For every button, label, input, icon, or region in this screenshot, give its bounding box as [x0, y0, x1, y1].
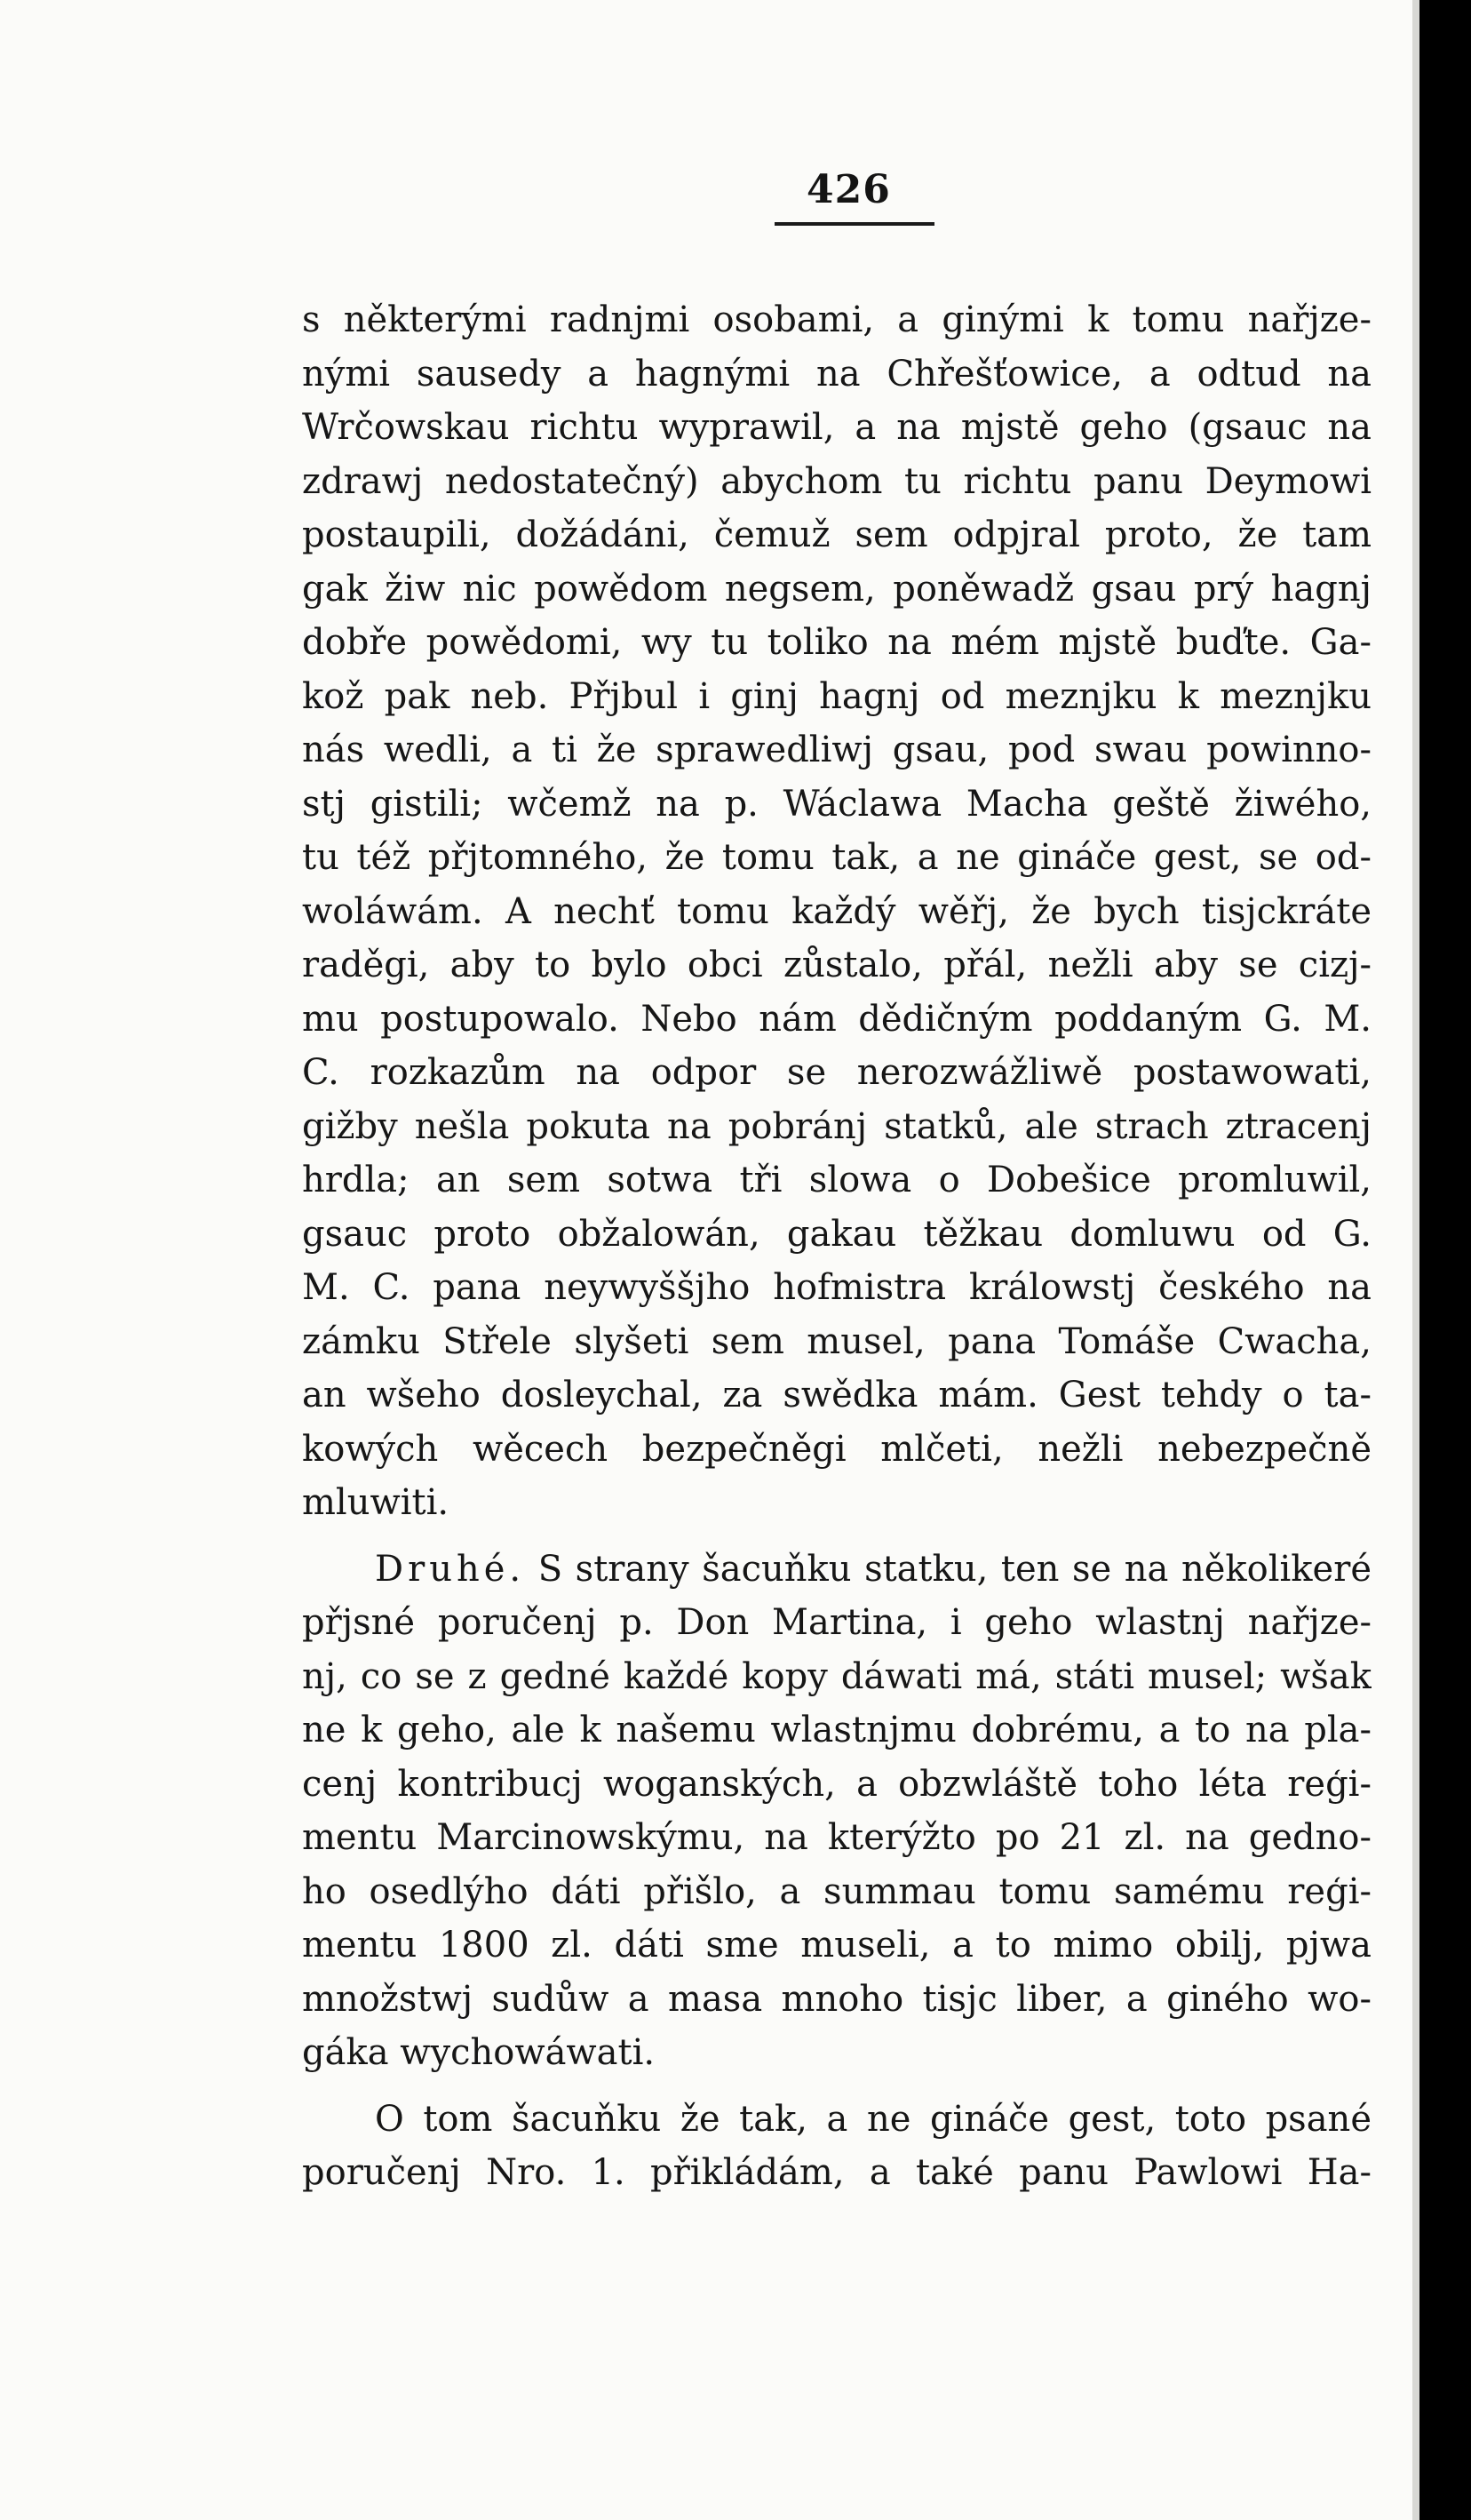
text-line: postaupili, dožádáni, čemuž sem odpjral proto, že tam: [302, 514, 1372, 555]
text-line: gižby nešla pokuta na pobránj statků, ale strach ztracenj: [302, 1105, 1372, 1147]
text-line: woláwám. A nechť tomu každý wěřj, že bych tisjckráte: [302, 890, 1372, 932]
paragraph-3: [302, 2093, 1372, 2200]
text-line: mu postupowalo. Nebo nám dědičným poddaným G. M.: [302, 998, 1372, 1040]
paragraph-2: [302, 1543, 1372, 2080]
paragraph-gap: [302, 1530, 1372, 1543]
text-fragment: S strany šacuňku statku, ten se na několikeré: [525, 1548, 1372, 1590]
text-line: an wšeho dosleychal, za swědka mám. Gest tehdy o ta-: [302, 1375, 1372, 1416]
text-line: [302, 1543, 1372, 1597]
text-line: stj gistili; wčemž na p. Wáclawa Macha geště žiwého,: [302, 783, 1372, 825]
text-line: kož pak neb. Přjbul i ginj hagnj od meznjku k meznjku: [302, 675, 1372, 717]
text-line: raděgi, aby to bylo obci zůstalo, přál, nežli aby se cizj-: [302, 945, 1372, 985]
text-line: hrdla; an sem sotwa tři slowa o Dobešice promluwil,: [302, 1160, 1372, 1200]
text-line: M. C. pana neywyššjho hofmistra králowstj českého na: [302, 1267, 1372, 1308]
text-line: mentu Marcinowskýmu, na kterýžto po 21 zl. na gedno-: [302, 1817, 1372, 1858]
text-line: mentu 1800 zl. dáti sme museli, a to mimo obilj, pjwa: [302, 1925, 1372, 1966]
text-line: nás wedli, a ti že sprawedliwj gsau, pod swau powinno-: [302, 730, 1372, 770]
text-line: přjsné poručenj p. Don Martina, i geho wlastnj nařjze-: [302, 1602, 1372, 1643]
text-line: nj, co se z gedné každé kopy dáwati má, státi musel; wšak: [302, 1655, 1372, 1697]
text-line: zdrawj nedostatečný) abychom tu richtu panu Deymowi: [302, 460, 1372, 502]
text-line: gsauc proto obžalowán, gakau těžkau domluwu od G.: [302, 1213, 1372, 1255]
text-line: kowých wěcech bezpečněgi mlčeti, nežli nebezpečně: [302, 1428, 1372, 1470]
text-line: množstwj sudůw a masa mnoho tisjc liber, a giného wo-: [302, 1978, 1372, 2020]
text-line: gak žiw nic powědom negsem, poněwadž gsau prý hagnj: [302, 568, 1372, 610]
text-line: dobře powědomi, wy tu toliko na mém mjstě buďte. Ga-: [302, 622, 1372, 663]
body-text: [302, 293, 1372, 2200]
text-line: ne k geho, ale k našemu wlastnjmu dobrému, a to na pla-: [302, 1710, 1372, 1750]
text-line: poručenj Nro. 1. přikládám, a také panu Pawlowi Ha-: [302, 2152, 1372, 2193]
text-line: tu též přjtomného, že tomu tak, a ne gináče gest, se od-: [302, 837, 1372, 878]
text-line: cenj kontribucj woganských, a obzwláště toho léta reģi-: [302, 1763, 1372, 1805]
text-line: ho osedlýho dáti přišlo, a summau tomu samému reģi-: [302, 1870, 1372, 1912]
text-line: zámku Střele slyšeti sem musel, pana Tomáše Cwacha,: [302, 1320, 1372, 1362]
page-edge: [1412, 0, 1419, 2520]
paragraph-1: [302, 293, 1372, 1530]
paragraph-gap: [302, 2080, 1372, 2093]
page-number: 426: [807, 167, 891, 212]
text-line: s některými radnjmi osobami, a ginými k tomu nařjze-: [302, 299, 1372, 340]
section-lead: Druhé.: [375, 1548, 526, 1590]
text-line: C. rozkazům na odpor se nerozwážliwě postawowati,: [302, 1052, 1372, 1093]
page-number-rule: [775, 222, 934, 226]
text-line: mluwiti.: [302, 1482, 449, 1523]
text-line: nými sausedy a hagnými na Chřešťowice, a odtud na: [302, 353, 1372, 395]
text-line: Wrčowskau richtu wyprawil, a na mjstě geho (gsauc na: [302, 407, 1372, 448]
text-line: gáka wychowáwati.: [302, 2032, 656, 2073]
text-line: O tom šacuňku že tak, a ne gináče gest, toto psané: [375, 2098, 1372, 2140]
